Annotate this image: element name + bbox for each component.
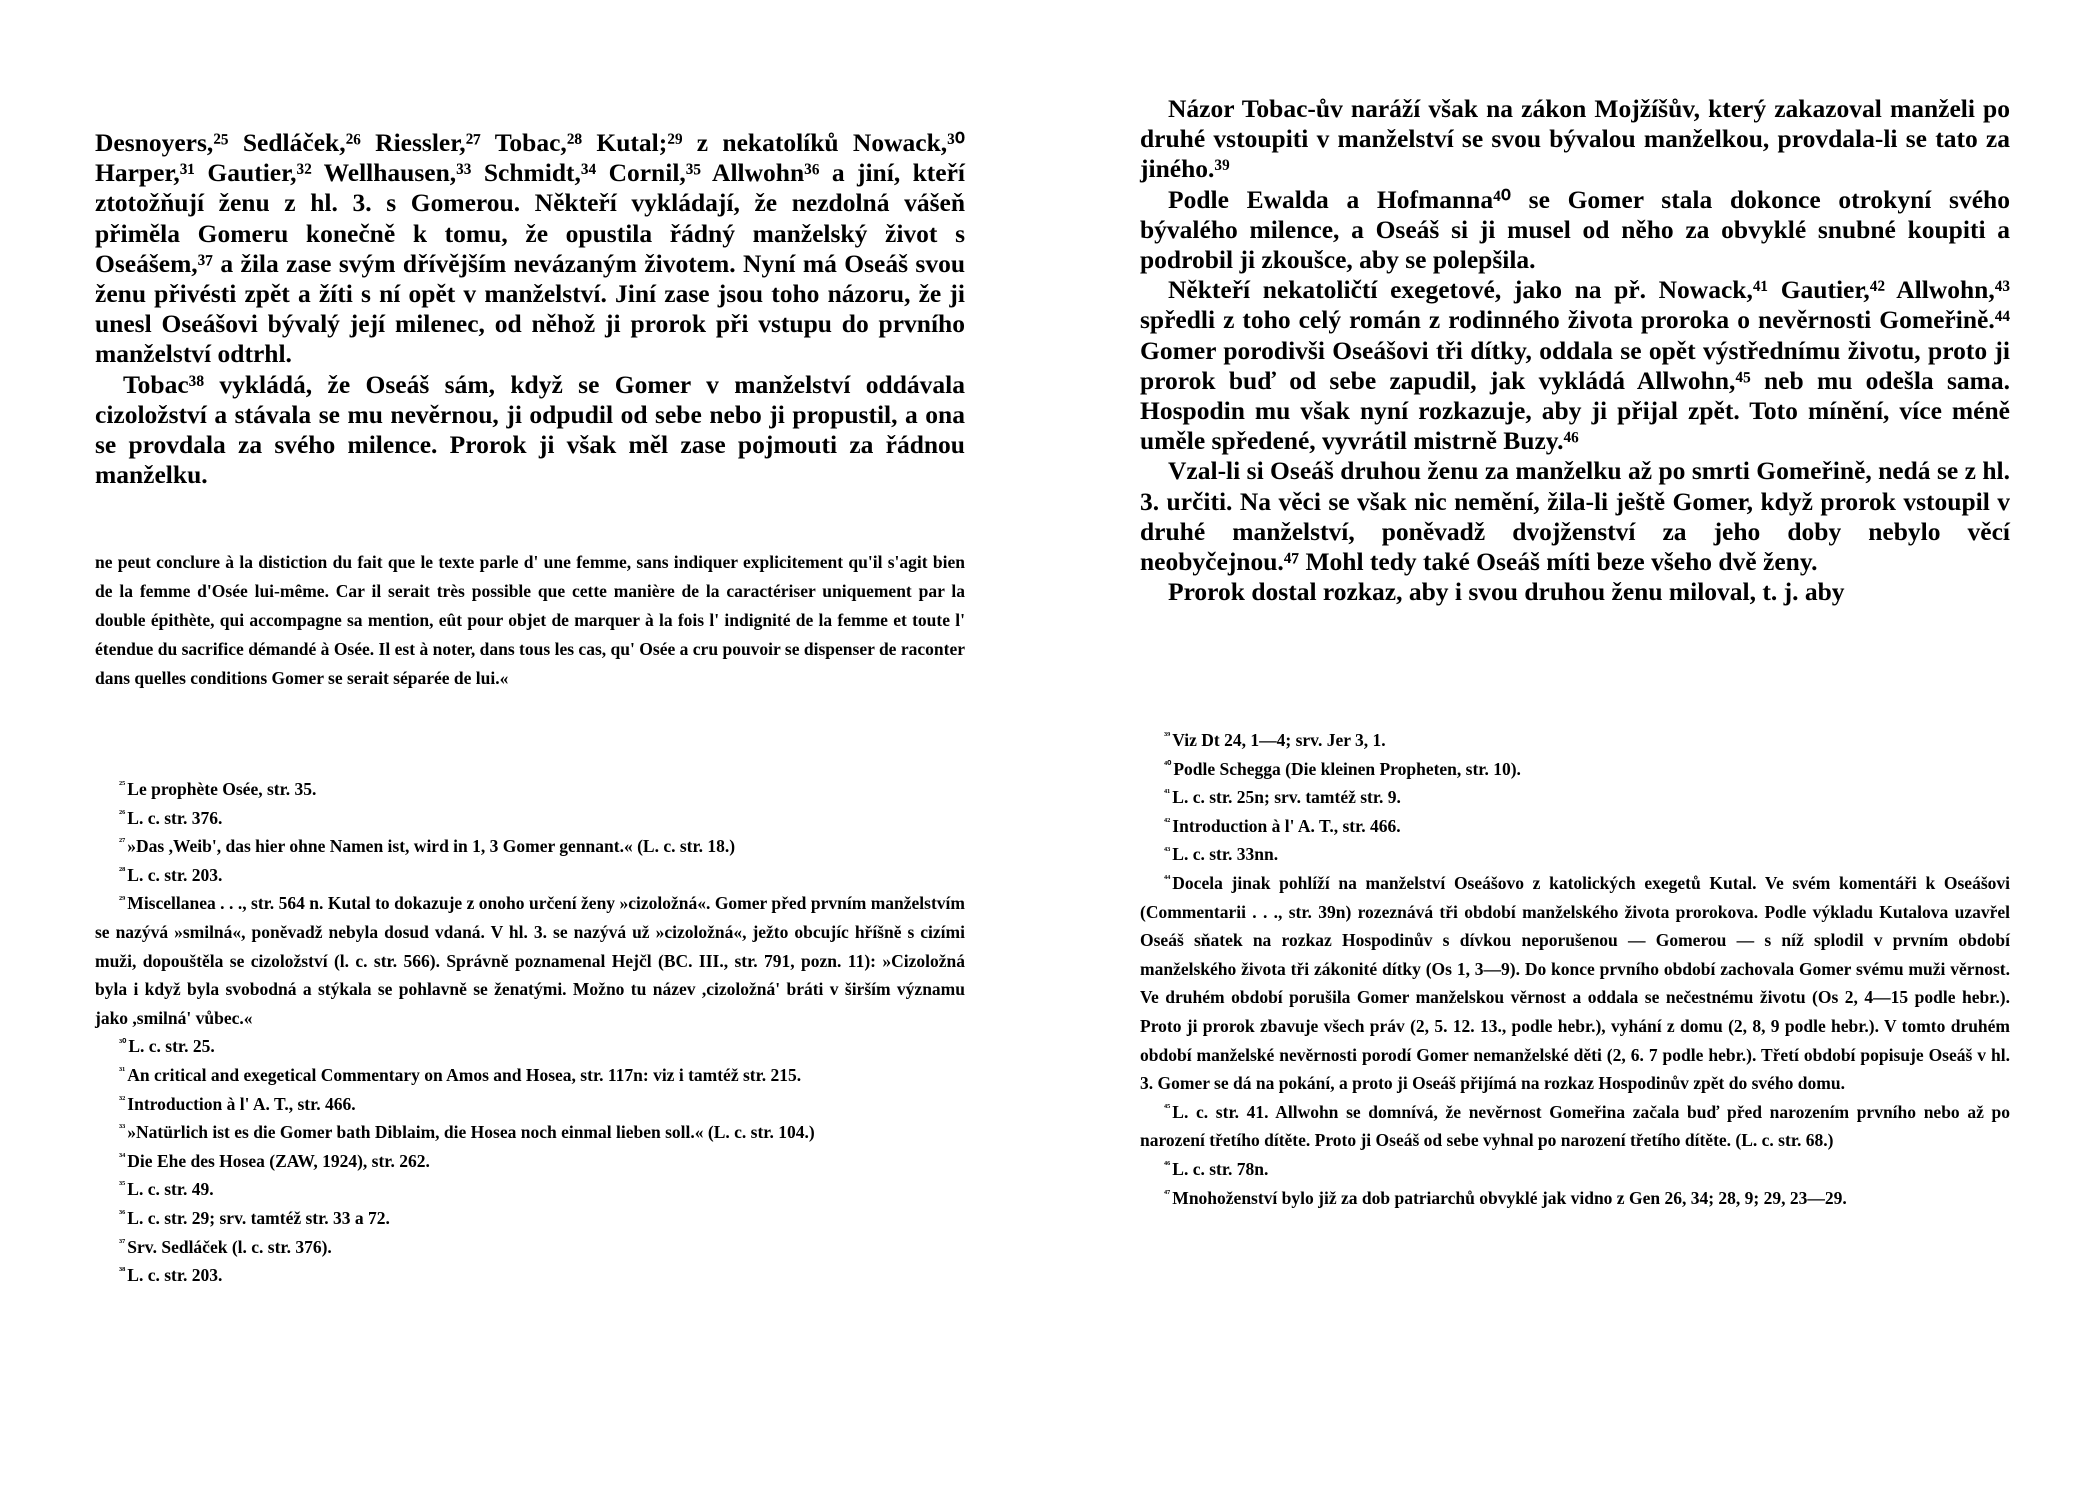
footnote-number: ³³ — [119, 1123, 126, 1135]
footnote-text: L. c. str. 25n; srv. tamtéž str. 9. — [1172, 787, 1401, 808]
footnote — [1140, 726, 2010, 755]
footnote-text: L. c. str. 49. — [127, 1179, 214, 1200]
footnote — [95, 775, 965, 804]
footnote — [1140, 755, 2010, 784]
footnote-text: Le prophète Osée, str. 35. — [127, 779, 317, 799]
footnote-number: ³⁹ — [1164, 731, 1171, 743]
footnote-text: L. c. str. 376. — [127, 807, 223, 828]
footnote-number: ²⁸ — [119, 865, 126, 877]
footnote-number: ³⁰ — [119, 1037, 127, 1049]
footnote-number: ⁴³ — [1164, 845, 1171, 857]
footnote — [95, 1233, 965, 1262]
footnote — [95, 1204, 965, 1233]
footnote-number: ⁴⁵ — [1164, 1102, 1171, 1114]
right-body-text — [1140, 94, 2010, 607]
footnote-number: ⁴⁰ — [1164, 759, 1172, 771]
footnote-number: ⁴⁴ — [1164, 874, 1171, 886]
footnote-number: ³⁵ — [119, 1180, 126, 1192]
left-footnotes — [95, 775, 965, 1290]
paragraph: Prorok dostal rozkaz, aby i svou druhou ženu miloval, t. j. aby — [1168, 577, 1845, 607]
right-footnotes — [1140, 726, 2010, 1212]
footnote-text: Mnohoženství bylo již za dob patriarchů obvyklé jak vidno z Gen 26, 34; 28, 9; 29, 23—29. — [1172, 1187, 1847, 1208]
footnote — [95, 861, 965, 890]
footnote — [95, 1147, 965, 1176]
footnote-text: L. c. str. 33nn. — [1172, 844, 1279, 865]
footnote-number: ²⁶ — [119, 808, 126, 820]
footnote-number: ²⁵ — [119, 780, 126, 792]
footnote-text: Viz Dt 24, 1—4; srv. Jer 3, 1. — [1172, 730, 1386, 750]
paragraph: Tobac³⁸ vykládá, že Oseáš sám, když se Gomer v manželství oddávala cizoložství a stávala se mu nevěrnou, ji odpudil od sebe nebo ji propustil, a ona se provdala za svého milence. Prorok ji však měl zase pojmouti za řádnou manželku. — [95, 369, 965, 490]
footnote — [1140, 783, 2010, 812]
footnote — [1140, 1155, 2010, 1184]
footnote-text: Docela jinak pohlíží na manželství Oseášovo z katolických exegetů Kutal. Ve svém komentáři k Oseášovi (Commentarii . . ., str. 39n) rozeznává tři období manželského života prorokova. Podle výkladu Kutalova uzavřel Oseáš sňatek na rozkaz Hospodinův s dívkou neporušenou — Gomerou — s níž splodil v prvním období manželského života tři zákonité dítky (Os 1, 3—9). Do konce prvního období zachovala Gomer svému muži věrnost. Ve druhém období porušila Gomer manželskou věrnost a oddala se nečestnému životu (Os 2, 4—15 podle hebr.). Proto ji prorok zbavuje všech práv (2, 5. 12. 13., podle hebr.), vyhání z domu (2, 8, 9 podle hebr.). V tomto druhém období manželské nevěrnosti porodí Gomer nemanželské děti (2, 6. 7 podle hebr.). Třetí období popisuje Oseáš v hl. 3. Gomer se dá na pokání, a proto ji Oseáš přijímá na rozkaz Hospodinův zpět do svého domu. — [1140, 872, 2010, 1094]
footnote-text: An critical and exegetical Commentary on Amos and Hosea, str. 117n: viz i tamtéž str. 215. — [127, 1064, 802, 1085]
footnote-text: L. c. str. 25. — [128, 1036, 215, 1057]
footnote-text: Miscellanea . . ., str. 564 n. Kutal to dokazuje z onoho určení ženy »cizoložná«. Gomer před prvním manželstvím se nazývá »smilná«, poněvadž nebyla dosud vdaná. V hl. 3. se nazývá už »cizoložná«, ježto obcujíc hříšně s cizími muži, dopouštěla se cizoložství (l. c. str. 566). Správně poznamenal Hejčl (BC. III., str. 791, pozn. 11): »Cizoložná byla i když byla svobodná a stýkala se pohlavně se ženatými. Možno tu název ,cizoložná' bráti v širším významu jako ,smilná' vůbec.« — [95, 893, 965, 1028]
footnote — [95, 1061, 965, 1090]
footnote — [95, 1118, 965, 1147]
footnote-text: Introduction à l' A. T., str. 466. — [127, 1093, 356, 1114]
paragraph: Názor Tobac-ův naráží však na zákon Mojžíšův, který zakazoval manželi po druhé vstoupiti v manželství se svou bývalou manželkou, provdala-li se tato za jiného.³⁹ — [1140, 94, 2010, 184]
footnote — [95, 1090, 965, 1119]
footnote-number: ³² — [119, 1094, 126, 1106]
footnote-number: ³⁴ — [119, 1151, 126, 1163]
footnote-number: ²⁹ — [119, 894, 126, 906]
footnote-number: ³⁶ — [119, 1209, 126, 1221]
footnote — [95, 1175, 965, 1204]
footnote-text: Die Ehe des Hosea (ZAW, 1924), str. 262. — [127, 1150, 430, 1171]
footnote — [95, 889, 965, 1032]
footnote-text: L. c. str. 203. — [127, 864, 223, 885]
footnote-number: ⁴¹ — [1164, 788, 1171, 800]
footnote-text: L. c. str. 29; srv. tamtéž str. 33 a 72. — [127, 1207, 390, 1228]
paragraph: Vzal-li si Oseáš druhou ženu za manželku až po smrti Gomeřině, nedá se z hl. 3. určiti. Na věci se však nic nemění, žila-li ještě Gomer, když prorok vstoupil v druhé manželství, poněvadž dvojženství za jeho doby nebylo věcí neobyčejnou.⁴⁷ Mohl tedy také Oseáš míti beze všeho dvě ženy. — [1140, 456, 2010, 577]
paragraph: Podle Ewalda a Hofmanna⁴⁰ se Gomer stala dokonce otrokyní svého bývalého milence, a Oseáš si ji musel od něho za obvyklé snubné koupiti a podrobil ji zkoušce, aby se polepšila. — [1140, 184, 2010, 275]
footnote-text: »Natürlich ist es die Gomer bath Diblaim, die Hosea noch einmal lieben soll.« (L. c. str. 104.) — [127, 1122, 815, 1143]
quote-text: ne peut conclure à la distiction du fait que le texte parle d' une femme, sans indiquer explicitement qu'il s'agit bien de la femme d'Osée lui-même. Car il serait très possible que cette manière de la caractériser uniquement par la double épithète, qui accompagne sa mention, eût pour objet de marquer à la fois l' indignité de la femme et toute l' étendue du sacrifice démandé à Osée. Il est à noter, dans tous les cas, qu' Osée a cru pouvoir se dispenser de raconter dans quelles conditions Gomer se serait séparée de lui.« — [95, 552, 965, 688]
footnote-number: ⁴⁶ — [1164, 1160, 1171, 1172]
footnote — [95, 1032, 965, 1061]
footnote — [1140, 869, 2010, 1098]
footnote-number: ³⁸ — [119, 1266, 126, 1278]
footnote-number: ⁴² — [1164, 816, 1171, 828]
footnote — [1140, 1098, 2010, 1155]
footnote — [1140, 840, 2010, 869]
footnote-text: Podle Schegga (Die kleinen Propheten, str. 10). — [1173, 758, 1521, 779]
paragraph: Někteří nekatoličtí exegetové, jako na př. Nowack,⁴¹ Gautier,⁴² Allwohn,⁴³ spředli z toho celý román z rodinného života proroka o nevěrnosti Gomeřině.⁴⁴ Gomer porodivši Oseášovi tři dítky, oddala se opět výstřednímu životu, proto ji prorok buď od sebe zapudil, jak vykládá Allwohn,⁴⁵ neb mu odešla sama. Hospodin mu však nyní rozkazuje, aby ji přijal zpět. Toto mínění, více méně uměle spředené, vyvrátil mistrně Buzy.⁴⁶ — [1140, 275, 2010, 456]
footnote-text: L. c. str. 78n. — [1172, 1158, 1269, 1179]
footnote-number: ³⁷ — [119, 1237, 126, 1249]
footnote — [95, 804, 965, 833]
footnote — [95, 832, 965, 861]
footnote-text: L. c. str. 203. — [127, 1265, 223, 1286]
footnote-text: Srv. Sedláček (l. c. str. 376). — [127, 1236, 332, 1257]
footnote — [1140, 1184, 2010, 1213]
footnote — [1140, 812, 2010, 841]
footnote-number: ³¹ — [119, 1066, 126, 1078]
footnote-number: ⁴⁷ — [1164, 1188, 1171, 1200]
footnote-text: »Das ,Weib', das hier ohne Namen ist, wird in 1, 3 Gomer gennant.« (L. c. str. 18.) — [127, 836, 736, 857]
footnote — [95, 1261, 965, 1290]
footnote-text: L. c. str. 41. Allwohn se domnívá, že nevěrnost Gomeřina začala buď před narozením prvního nebo až po narození třetího dítěte. Proto ji Oseáš od sebe vyhnal po narození třetího dítěte. (L. c. str. 68.) — [1140, 1101, 2010, 1151]
footnote-text: Introduction à l' A. T., str. 466. — [1172, 815, 1401, 836]
french-quote — [95, 548, 965, 693]
left-body-text — [95, 128, 965, 490]
paragraph: Desnoyers,²⁵ Sedláček,²⁶ Riessler,²⁷ Tobac,²⁸ Kutal;²⁹ z nekatolíků Nowack,³⁰ Harper,³¹ Gautier,³² Wellhausen,³³ Schmidt,³⁴ Cornil,³⁵ Allwohn³⁶ a jiní, kteří ztotožňují ženu z hl. 3. s Gomerou. Někteří vykládají, že nezdolná vášeň přiměla Gomeru konečně k tomu, že opustila řádný manželský život s Oseášem,³⁷ a žila zase svým dřívějším nevázaným životem. Nyní má Oseáš svou ženu přivésti zpět a žíti s ní opět v manželství. Jiní zase jsou toho názoru, že ji unesl Oseášovi bývalý její milenec, od něhož ji prorok při vstupu do prvního manželství odtrhl. — [95, 128, 965, 369]
footnote-number: ²⁷ — [119, 837, 126, 849]
